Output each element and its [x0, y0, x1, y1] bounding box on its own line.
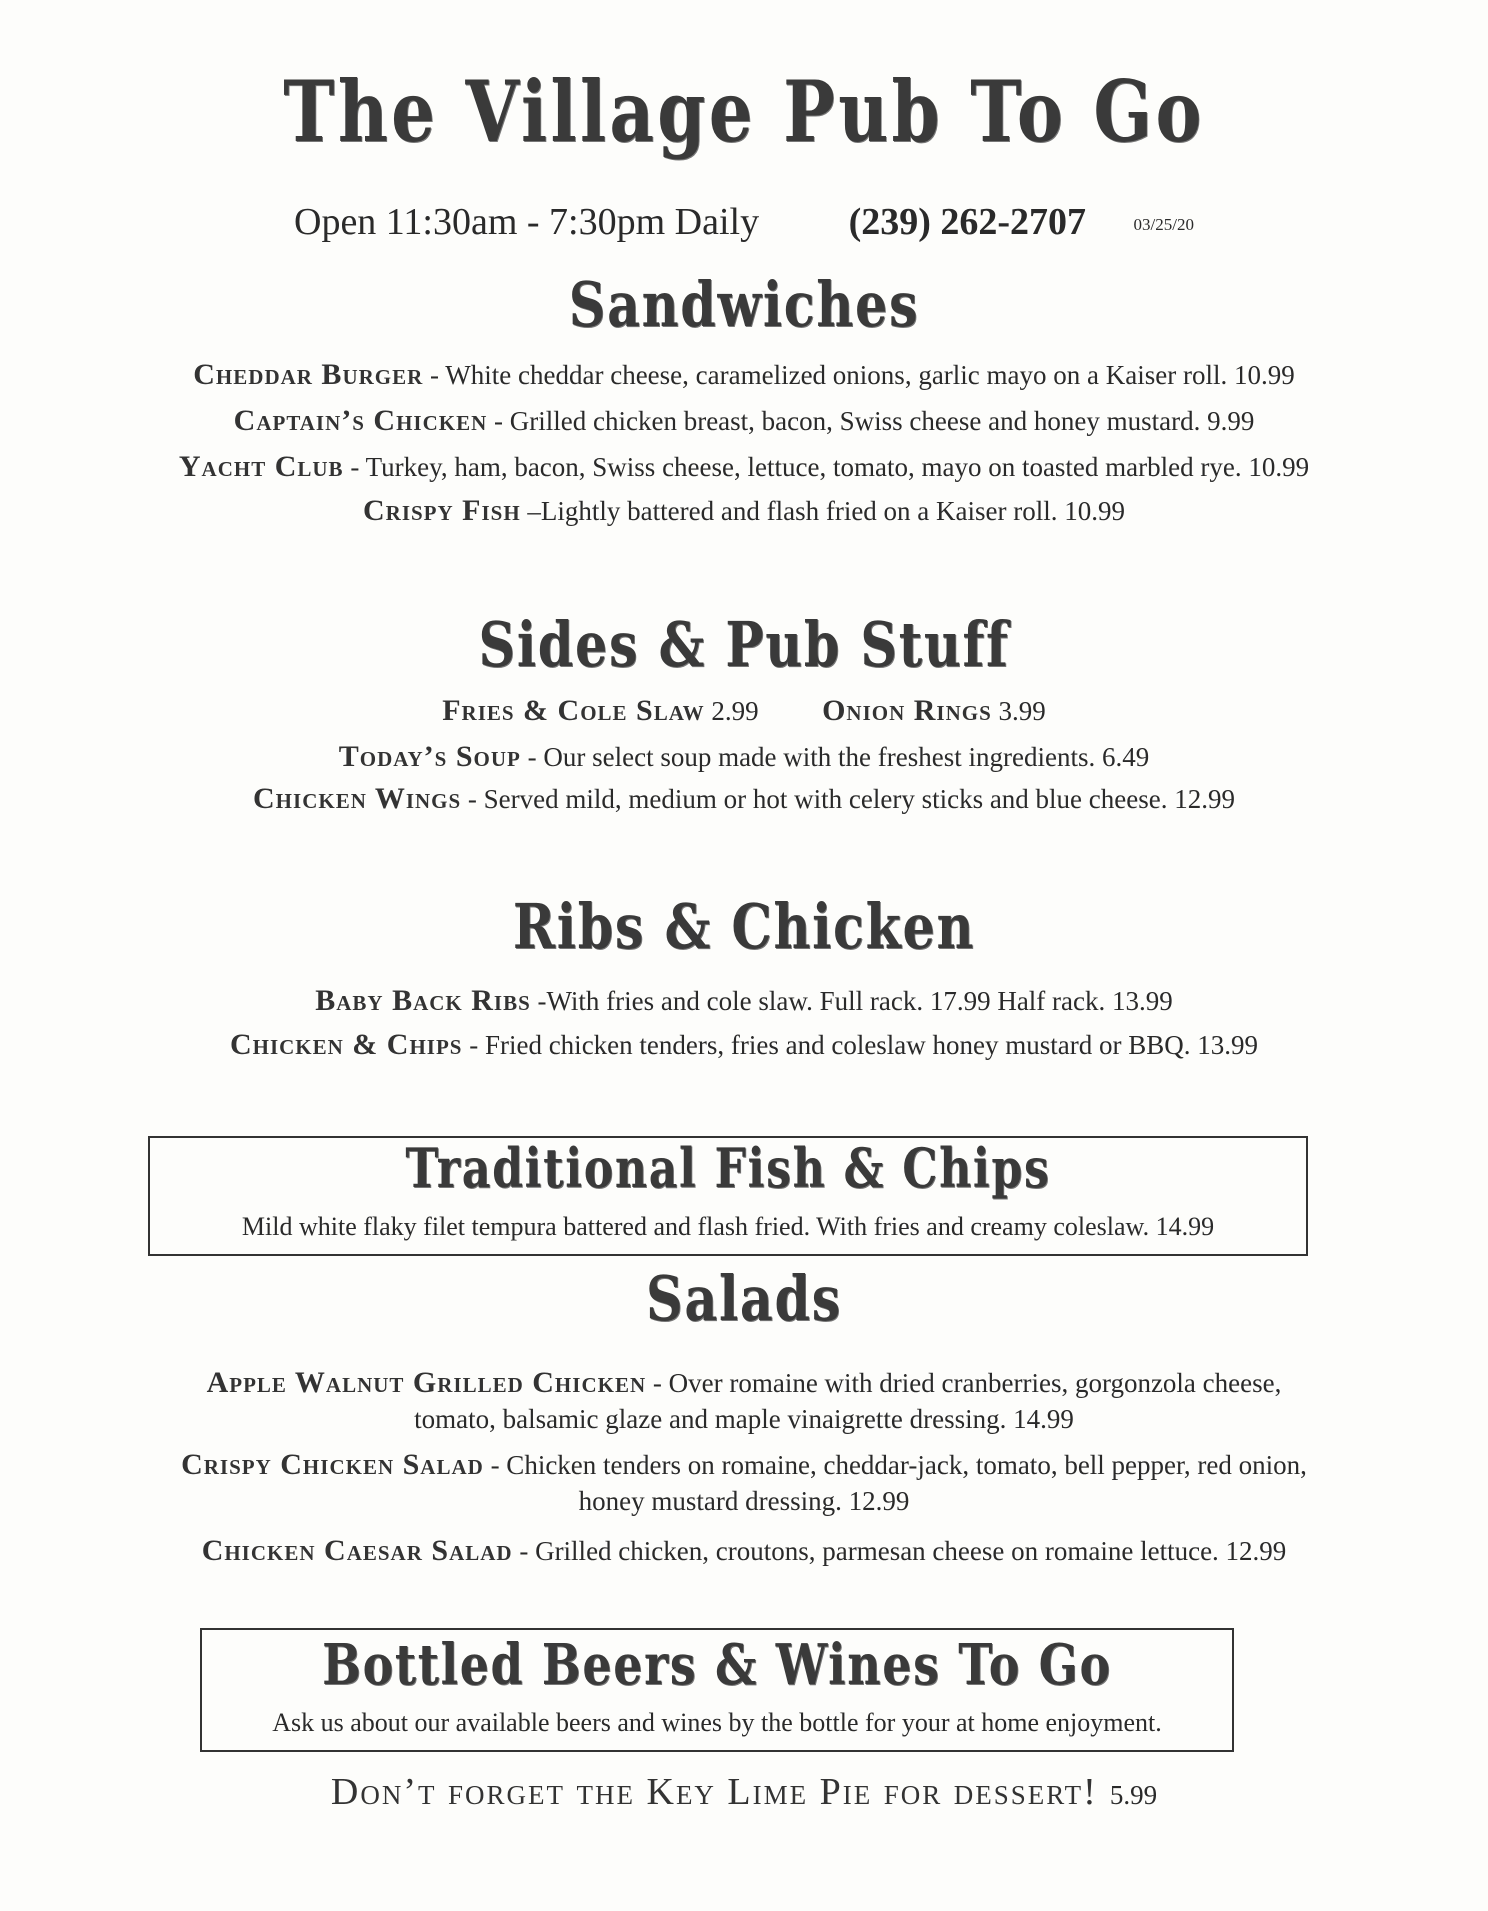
item-name: Chicken & Chips	[229, 1028, 463, 1061]
item-desc: - Our select soup made with the freshest ingredients. 6.49	[520, 742, 1150, 772]
opening-hours: Open 11:30am - 7:30pm Daily	[294, 201, 760, 243]
beers-desc: Ask us about our available beers and wines by the bottle for your at home enjoyment.	[272, 1708, 1162, 1737]
menu-item	[60, 494, 1428, 528]
item-name: Fries & Cole Slaw	[442, 694, 705, 727]
phone-number: (239) 262-2707	[848, 201, 1087, 243]
item-name: Cheddar Burger	[193, 358, 424, 391]
section-heading-beers: Bottled Beers & Wines To Go	[322, 1632, 1112, 1698]
menu-item	[60, 694, 1428, 728]
fish-and-chips-box	[148, 1136, 1308, 1256]
item-name: Onion Rings	[822, 694, 992, 727]
menu-item	[60, 358, 1428, 392]
item-desc: - Turkey, ham, bacon, Swiss cheese, lettuce, tomato, mayo on toasted marbled rye. 10.99	[343, 452, 1310, 482]
item-name: Captain’s Chicken	[233, 404, 488, 437]
item-desc: - Served mild, medium or hot with celery sticks and blue cheese. 12.99	[461, 784, 1235, 814]
menu-item	[60, 1366, 1428, 1400]
item-desc: - Chicken tenders on romaine, cheddar-jack, tomato, bell pepper, red onion,	[483, 1450, 1307, 1480]
dessert-price: 5.99	[1109, 1780, 1158, 1810]
item-desc: - Fried chicken tenders, fries and coleslaw honey mustard or BBQ. 13.99	[462, 1030, 1259, 1060]
item-desc: - White cheddar cheese, caramelized onions, garlic mayo on a Kaiser roll. 10.99	[423, 360, 1295, 390]
section-heading-sides: Sides & Pub Stuff	[478, 608, 1010, 681]
item-desc: - Grilled chicken, croutons, parmesan cheese on romaine lettuce. 12.99	[512, 1536, 1287, 1566]
info-line	[0, 200, 1488, 244]
menu-item	[60, 984, 1428, 1018]
menu-date: 03/25/20	[1133, 215, 1194, 235]
item-desc: tomato, balsamic glaze and maple vinaigrette dressing. 14.99	[414, 1404, 1074, 1434]
dessert-line	[0, 1770, 1488, 1814]
item-name: Yacht Club	[178, 450, 344, 483]
item-name: Apple Walnut Grilled Chicken	[206, 1366, 647, 1399]
menu-item	[60, 1534, 1428, 1568]
menu-item	[60, 740, 1428, 774]
item-price: 3.99	[998, 696, 1046, 726]
section-heading-fish: Traditional Fish & Chips	[405, 1136, 1051, 1200]
menu-item	[60, 450, 1428, 484]
section-heading-ribs: Ribs & Chicken	[512, 890, 976, 963]
section-heading-sandwiches: Sandwiches	[568, 268, 920, 341]
item-desc: - Grilled chicken breast, bacon, Swiss cheese and honey mustard. 9.99	[487, 406, 1255, 436]
item-desc: –Lightly battered and flash fried on a Kaiser roll. 10.99	[520, 496, 1125, 526]
item-name: Crispy Chicken Salad	[181, 1448, 484, 1481]
menu-item	[60, 1028, 1428, 1062]
menu-item-continued	[60, 1486, 1428, 1517]
section-heading-salads: Salads	[646, 1262, 842, 1335]
menu-item-continued	[60, 1404, 1428, 1435]
item-price: 2.99	[711, 696, 759, 726]
menu-item	[60, 1448, 1428, 1482]
item-desc: -With fries and cole slaw. Full rack. 17.99 Half rack. 13.99	[530, 986, 1173, 1016]
page-title: The Village Pub To Go	[283, 62, 1205, 161]
item-name: Crispy Fish	[362, 494, 521, 527]
item-name: Chicken Wings	[253, 782, 462, 815]
menu-item	[60, 782, 1428, 816]
beers-wines-box	[200, 1628, 1234, 1752]
item-name: Today’s Soup	[338, 740, 521, 773]
fish-desc: Mild white flaky filet tempura battered and flash fried. With fries and creamy coleslaw. 14.99	[241, 1212, 1215, 1241]
dessert-text: Don’t forget the Key Lime Pie for dessert!	[330, 1771, 1098, 1813]
item-name: Baby Back Ribs	[315, 984, 531, 1017]
item-name: Chicken Caesar Salad	[201, 1534, 513, 1567]
item-desc: - Over romaine with dried cranberries, gorgonzola cheese,	[646, 1368, 1282, 1398]
item-desc: honey mustard dressing. 12.99	[578, 1486, 910, 1516]
menu-item	[60, 404, 1428, 438]
